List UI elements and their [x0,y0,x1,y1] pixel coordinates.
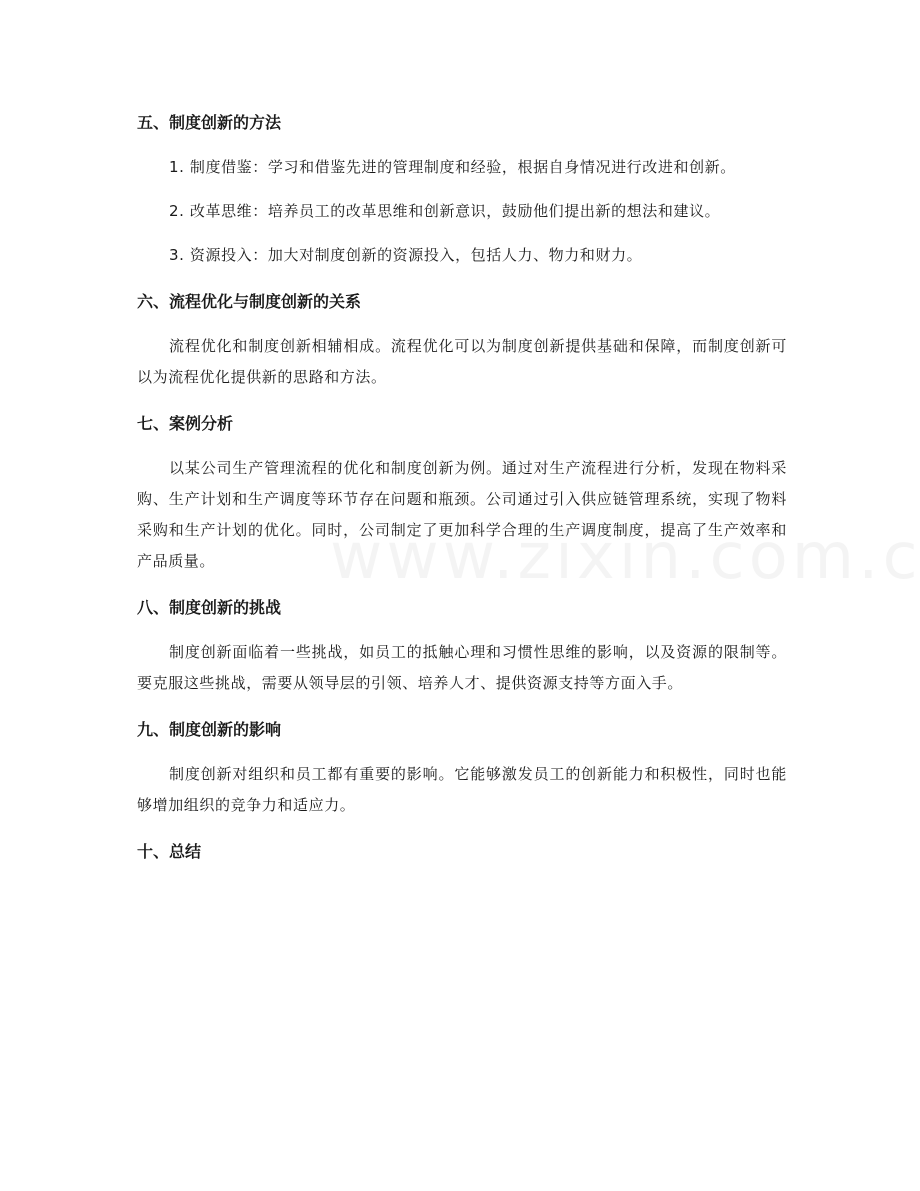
paragraph: 流程优化和制度创新相辅相成。流程优化可以为制度创新提供基础和保障，而制度创新可以为流程优化提供新的思路和方法。 [137,337,787,386]
section-7 [137,407,787,577]
paragraph: 制度创新对组织和员工都有重要的影响。它能够激发员工的创新能力和积极性，同时也能够增加组织的竞争力和适应力。 [137,765,787,814]
paragraph: 3. 资源投入：加大对制度创新的资源投入，包括人力、物力和财力。 [169,246,643,264]
section-heading: 五、制度创新的方法 [137,113,282,132]
section-6 [137,285,787,393]
section-9 [137,713,787,821]
document-body [137,106,787,869]
section-5 [137,106,787,271]
section-heading: 九、制度创新的影响 [137,720,282,739]
section-heading: 十、总结 [137,842,202,861]
paragraph: 以某公司生产管理流程的优化和制度创新为例。通过对生产流程进行分析，发现在物料采购、生产计划和生产调度等环节存在问题和瓶颈。公司通过引入供应链管理系统，实现了物料采购和生产计划的优化。同时，公司制定了更加科学合理的生产调度制度，提高了生产效率和产品质量。 [137,459,787,570]
paragraph: 1. 制度借鉴：学习和借鉴先进的管理制度和经验，根据自身情况进行改进和创新。 [169,158,736,176]
section-heading: 七、案例分析 [137,414,234,433]
section-8 [137,591,787,699]
section-heading: 六、流程优化与制度创新的关系 [137,292,362,311]
section-heading: 八、制度创新的挑战 [137,598,282,617]
paragraph: 2. 改革思维：培养员工的改革思维和创新意识，鼓励他们提出新的想法和建议。 [169,202,721,220]
section-10 [137,835,787,869]
paragraph: 制度创新面临着一些挑战，如员工的抵触心理和习惯性思维的影响，以及资源的限制等。要克服这些挑战，需要从领导层的引领、培养人才、提供资源支持等方面入手。 [137,643,787,692]
